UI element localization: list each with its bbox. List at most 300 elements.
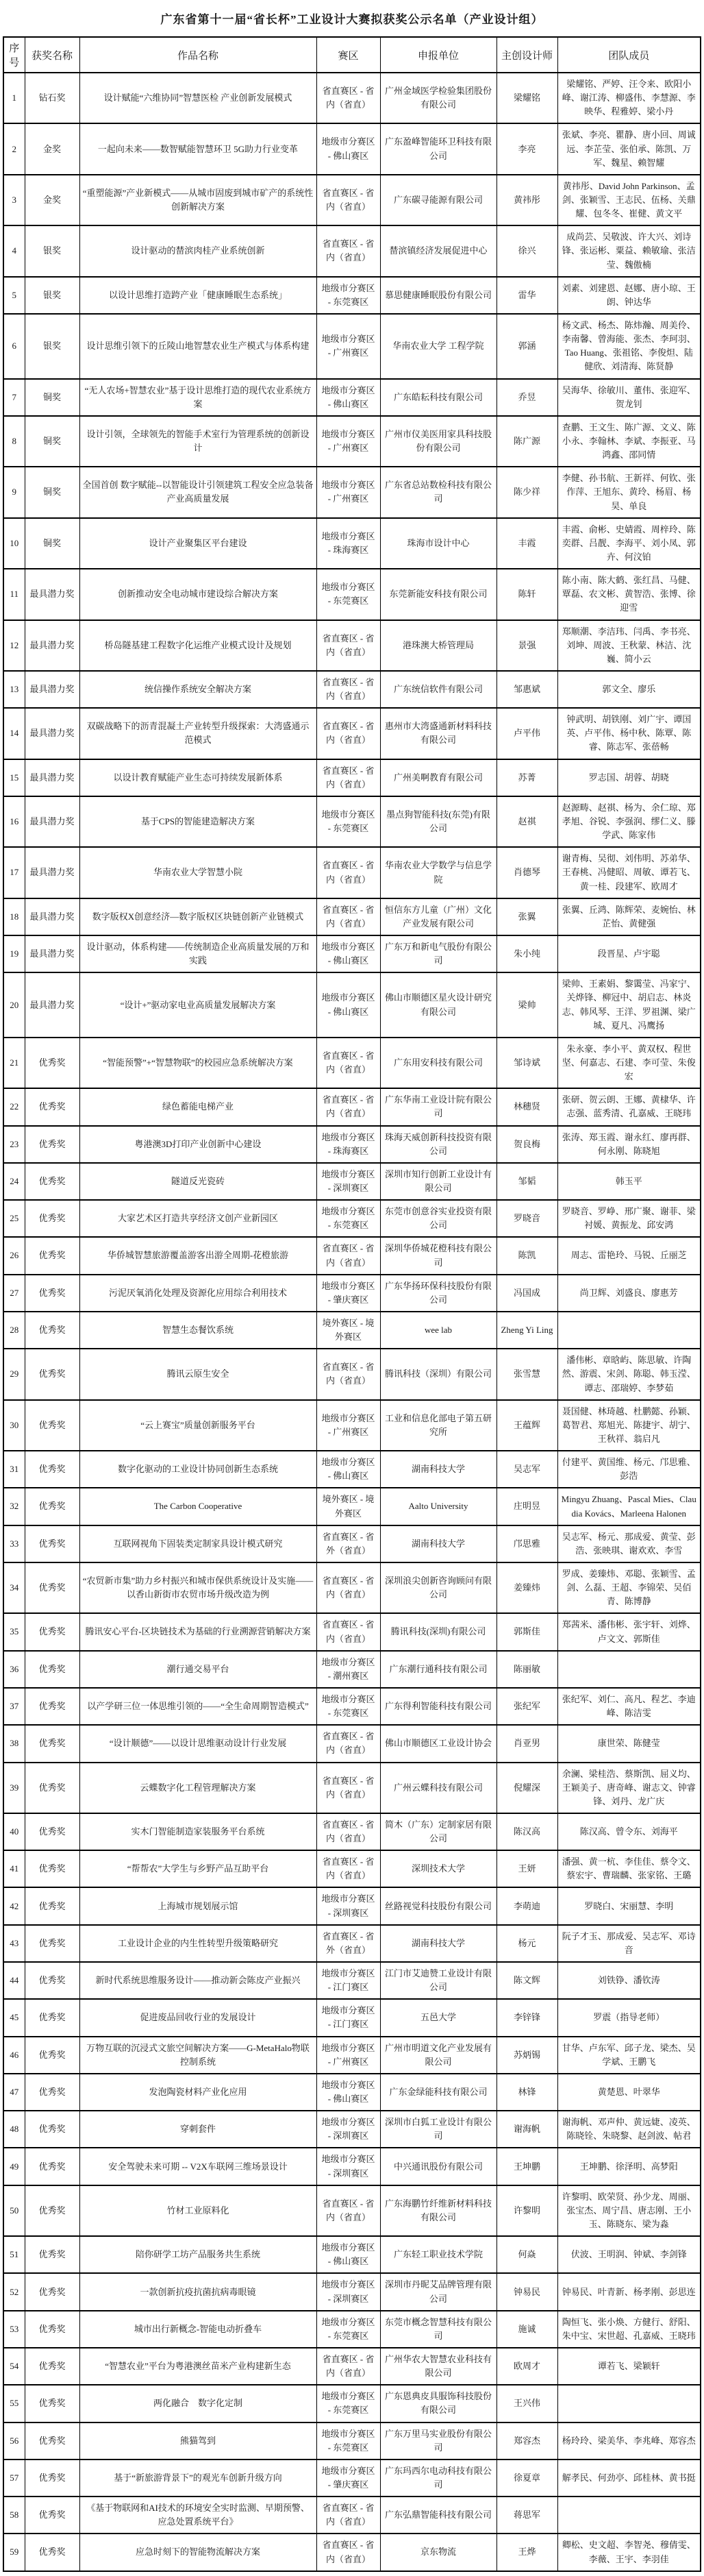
cell-team: 罗晓音、罗峥、邢广聚、谢菲、梁衬媛、黄振龙、邱安鸿 — [557, 1200, 701, 1237]
cell-designer: 张纪军 — [496, 1688, 557, 1725]
table-body — [3, 73, 701, 2571]
cell-no: 20 — [3, 972, 25, 1038]
cell-work: 以产学研三位一体思维引领的——“全生命周期智造模式” — [79, 1688, 316, 1725]
cell-award: 最具潜力奖 — [25, 847, 79, 898]
cell-no: 51 — [3, 2236, 25, 2273]
cell-zone: 省直赛区 - 省内（省直） — [316, 1850, 380, 1887]
cell-unit: wee lab — [380, 1312, 496, 1349]
table-row — [3, 277, 701, 314]
cell-unit: 慕思健康睡眠股份有限公司 — [380, 277, 496, 314]
cell-team: 罗成、姜臻炜、邓聪、张颖雪、孟剑、么磊、王超、李锦荣、吴佰青、陈博静 — [557, 1562, 701, 1613]
cell-zone: 地级市分赛区 - 珠海赛区 — [316, 1126, 380, 1163]
table-row — [3, 379, 701, 416]
table-row — [3, 73, 701, 123]
cell-team: 卿松、史文超、李智尧、穆倩雯、李薇、王宇、李羽佳 — [557, 2534, 701, 2571]
table-row — [3, 1237, 701, 1274]
cell-zone: 地级市分赛区 - 佛山赛区 — [316, 972, 380, 1038]
cell-no: 6 — [3, 314, 25, 379]
cell-team: 李健、孙书航、王新祥、何钦、张作萍、王旭东、黄玲、杨眉、杨昊、单良 — [557, 467, 701, 517]
table-row — [3, 708, 701, 759]
cell-work: 设计思维引领下的丘陵山地智慧农业生产模式与体系构建 — [79, 314, 316, 379]
cell-award: 最具潜力奖 — [25, 898, 79, 935]
cell-award: 优秀奖 — [25, 1725, 79, 1762]
cell-award: 优秀奖 — [25, 1200, 79, 1237]
cell-no: 3 — [3, 175, 25, 225]
cell-award: 优秀奖 — [25, 2460, 79, 2497]
cell-work: 万物互联的沉浸式文旅空间解决方案——G-MetaHalo物联控制系统 — [79, 2037, 316, 2074]
cell-zone: 省直赛区 - 省内（省直） — [316, 1813, 380, 1850]
cell-unit: 广东碳寻能源有限公司 — [380, 175, 496, 225]
cell-award: 最具潜力奖 — [25, 708, 79, 759]
cell-work: 《基于物联网和AI技术的环境安全实时监测、早期预警、应急处置系统平台》 — [79, 2497, 316, 2534]
table-row — [3, 1887, 701, 1924]
cell-zone: 地级市分赛区 - 佛山赛区 — [316, 1451, 380, 1488]
cell-award: 优秀奖 — [25, 2311, 79, 2348]
cell-zone: 省直赛区 - 省内（省直） — [316, 759, 380, 796]
cell-designer: 贺良梅 — [496, 1126, 557, 1163]
cell-team: 成尚芸、吴敬波、许大兴、刘诗锋、张运彬、粟益、赖敏瑜、张洁莹、魏傲楠 — [557, 225, 701, 276]
cell-no: 56 — [3, 2422, 25, 2460]
cell-zone: 省直赛区 - 省内（省直） — [316, 1725, 380, 1762]
cell-designer: 邝思雅 — [496, 1525, 557, 1562]
cell-unit: 工业和信息化部电子第五研究所 — [380, 1400, 496, 1451]
cell-zone: 省直赛区 - 省内（省直） — [316, 620, 380, 671]
cell-award: 优秀奖 — [25, 1688, 79, 1725]
cell-no: 22 — [3, 1088, 25, 1125]
cell-no: 46 — [3, 2037, 25, 2074]
cell-zone: 地级市分赛区 - 东莞赛区 — [316, 1688, 380, 1725]
cell-team: 韩玉平 — [557, 1163, 701, 1200]
cell-designer: 苏菁 — [496, 759, 557, 796]
cell-work: 安全驾驶未来可期 -- V2X车联网三维场景设计 — [79, 2148, 316, 2185]
table-row — [3, 1613, 701, 1650]
cell-work: 大家艺术区打造共享经济文创产业新园区 — [79, 1200, 316, 1237]
table-row — [3, 1349, 701, 1399]
cell-award: 优秀奖 — [25, 2074, 79, 2111]
cell-award: 优秀奖 — [25, 1813, 79, 1850]
cell-designer: 王兴伟 — [496, 2385, 557, 2422]
cell-zone: 地级市分赛区 - 珠海赛区 — [316, 518, 380, 569]
cell-award: 优秀奖 — [25, 1488, 79, 1525]
cell-designer: 姜臻炜 — [496, 1562, 557, 1613]
cell-work: “智能预警”+“智慧物联”的校园应急系统解决方案 — [79, 1038, 316, 1088]
cell-zone: 省直赛区 - 省内（省直） — [316, 898, 380, 935]
cell-unit: 深圳市白狐工业设计有限公司 — [380, 2111, 496, 2148]
cell-award: 优秀奖 — [25, 1163, 79, 1200]
cell-zone: 省直赛区 - 省外（省直） — [316, 1525, 380, 1562]
cell-designer: 冯国成 — [496, 1275, 557, 1312]
cell-team: 潘伟彬、章晗屿、陈思敏、许陶然、游震、宋剑、陈聪、韩玉滢、谭志、邵瑞婷、李梦茹 — [557, 1349, 701, 1399]
cell-designer: 王坤鹏 — [496, 2148, 557, 2185]
cell-work: 全国首创 数字赋能--以智能设计引领建筑工程安全应急装备产业高质量发展 — [79, 467, 316, 517]
cell-award: 铜奖 — [25, 416, 79, 467]
cell-team: 梁耀铭、严婷、汪令来、欧阳小峰、谢江涛、柳盛伟、李慧源、李映华、程雅婷、梁小丹 — [557, 73, 701, 123]
cell-team: 付建平、黄国维、杨元、邝思雅、彭浩 — [557, 1451, 701, 1488]
cell-designer: 林锋 — [496, 2074, 557, 2111]
cell-zone: 省直赛区 - 省外（省直） — [316, 1925, 380, 1962]
cell-zone: 省直赛区 - 省内（省直） — [316, 1088, 380, 1125]
cell-award: 优秀奖 — [25, 1349, 79, 1399]
cell-designer: 苏炳锡 — [496, 2037, 557, 2074]
table-row — [3, 1725, 701, 1762]
cell-work: 设计驱动，体系构建——传统制造企业高质量发展的万和实践 — [79, 935, 316, 972]
cell-designer: 陈文辉 — [496, 1962, 557, 1999]
cell-unit: 深圳市丹昵艾品牌管理有限公司 — [380, 2273, 496, 2310]
cell-zone: 地级市分赛区 - 深圳赛区 — [316, 2273, 380, 2310]
cell-zone: 地级市分赛区 - 东莞赛区 — [316, 2311, 380, 2348]
cell-zone: 地级市分赛区 - 江门赛区 — [316, 1962, 380, 1999]
cell-work: 城市出行新概念-智能电动折叠车 — [79, 2311, 316, 2348]
cell-unit: 恒信东方儿童（广州）文化产业发展有限公司 — [380, 898, 496, 935]
cell-designer: 徐夏章 — [496, 2460, 557, 2497]
cell-designer: 邹惠斌 — [496, 671, 557, 708]
cell-zone: 地级市分赛区 - 广州赛区 — [316, 1400, 380, 1451]
cell-no: 18 — [3, 898, 25, 935]
cell-unit: 腾讯科技（深圳）有限公司 — [380, 1349, 496, 1399]
cell-award: 优秀奖 — [25, 1400, 79, 1451]
cell-designer: 邹韬 — [496, 1163, 557, 1200]
cell-team: 黄楚恩、叶翠华 — [557, 2074, 701, 2111]
cell-team — [557, 2497, 701, 2534]
page-title: 广东省第十一届“省长杯”工业设计大赛拟获奖公示名单（产业设计组） — [160, 13, 544, 26]
table-row — [3, 314, 701, 379]
cell-no: 17 — [3, 847, 25, 898]
cell-unit: 丝路视觉科技股份有限公司 — [380, 1887, 496, 1924]
cell-team: 余澜、梁桂浩、蔡斯凯、屈义均、王颖美子、唐奇峰、谢志文、钟睿锋、刘丹、龙广庆 — [557, 1763, 701, 1813]
cell-designer: 陈轩 — [496, 569, 557, 620]
cell-unit: 广州市明道文化产业发展有限公司 — [380, 2037, 496, 2074]
cell-team: 谭若飞、梁颖轩 — [557, 2348, 701, 2385]
cell-award: 优秀奖 — [25, 2111, 79, 2148]
cell-zone: 地级市分赛区 - 肇庆赛区 — [316, 1275, 380, 1312]
table-row — [3, 467, 701, 517]
cell-zone: 地级市分赛区 - 深圳赛区 — [316, 1163, 380, 1200]
cell-zone: 省直赛区 - 省内（省直） — [316, 671, 380, 708]
table-row — [3, 1813, 701, 1850]
cell-team: 杨文武、杨杰、陈炜瀚、周美伶、李南馨、曾海能、张杰、李珂羽、Tao Huang、张祖铭、李俊炟、陆健欣、刘清海、陈贤静 — [557, 314, 701, 379]
cell-work: 以设计思维打造跨产业「健康睡眠生态系统」 — [79, 277, 316, 314]
cell-zone: 省直赛区 - 省内（省直） — [316, 2185, 380, 2236]
cell-zone: 地级市分赛区 - 潮州赛区 — [316, 1651, 380, 1688]
cell-zone: 地级市分赛区 - 佛山赛区 — [316, 123, 380, 174]
cell-award: 最具潜力奖 — [25, 935, 79, 972]
cell-no: 15 — [3, 759, 25, 796]
cell-zone: 地级市分赛区 - 佛山赛区 — [316, 379, 380, 416]
table-row — [3, 2074, 701, 2111]
cell-zone: 地级市分赛区 - 广州赛区 — [316, 314, 380, 379]
cell-work: 绿色蓄能电梯产业 — [79, 1088, 316, 1125]
cell-team: 罗震（指导老师） — [557, 1999, 701, 2036]
cell-unit: 广东万和新电气股份有限公司 — [380, 935, 496, 972]
cell-no: 57 — [3, 2460, 25, 2497]
cell-no: 8 — [3, 416, 25, 467]
table-row — [3, 620, 701, 671]
cell-zone: 地级市分赛区 - 东莞赛区 — [316, 1200, 380, 1237]
cell-work: “设计顺德”——以设计思维驱动设计行业发展 — [79, 1725, 316, 1762]
table-row — [3, 518, 701, 569]
cell-team: 罗晓白、宋丽慧、李明 — [557, 1887, 701, 1924]
cell-unit: 东莞市概念智慧科技有限公司 — [380, 2311, 496, 2348]
cell-no: 44 — [3, 1962, 25, 1999]
cell-zone: 地级市分赛区 - 深圳赛区 — [316, 1887, 380, 1924]
cell-unit: 深圳市知行创新工业设计有限公司 — [380, 1163, 496, 1200]
cell-work: 智慧生态餐饮系统 — [79, 1312, 316, 1349]
table-row — [3, 416, 701, 467]
table-row — [3, 1651, 701, 1688]
cell-work: 穿刺套件 — [79, 2111, 316, 2148]
cell-no: 42 — [3, 1887, 25, 1924]
table-row — [3, 2534, 701, 2571]
table-header — [3, 37, 701, 73]
table-row — [3, 1763, 701, 1813]
cell-designer: 钟易民 — [496, 2273, 557, 2310]
awards-table — [3, 36, 701, 2572]
cell-team: 杨玲玲、梁美华、李兆峰、郑容杰 — [557, 2422, 701, 2460]
cell-designer: 王烨 — [496, 2534, 557, 2571]
cell-designer: 卢平伟 — [496, 708, 557, 759]
table-row — [3, 972, 701, 1038]
cell-team: 查鹏、王文生、陈广源、文义、陈小永、李翰林、李斌、李振亚、马鸿鑫、邵同情 — [557, 416, 701, 467]
cell-work: 隧道反光瓷砖 — [79, 1163, 316, 1200]
cell-no: 4 — [3, 225, 25, 276]
header-unit: 申报单位 — [380, 37, 496, 73]
table-row — [3, 1850, 701, 1887]
cell-no: 35 — [3, 1613, 25, 1650]
cell-zone: 地级市分赛区 - 东莞赛区 — [316, 2422, 380, 2460]
cell-designer: 许黎明 — [496, 2185, 557, 2236]
cell-designer: 庄明昱 — [496, 1488, 557, 1525]
table-row — [3, 1962, 701, 1999]
cell-unit: 华南农业大学数学与信息学院 — [380, 847, 496, 898]
cell-zone: 地级市分赛区 - 深圳赛区 — [316, 2111, 380, 2148]
table-row — [3, 1925, 701, 1962]
cell-unit: 佛山市顺德区工业设计协会 — [380, 1725, 496, 1762]
cell-work: 上海城市规划展示馆 — [79, 1887, 316, 1924]
cell-no: 34 — [3, 1562, 25, 1613]
cell-award: 银奖 — [25, 225, 79, 276]
cell-zone: 地级市分赛区 - 肇庆赛区 — [316, 2460, 380, 2497]
cell-unit: 广东轻工职业技术学院 — [380, 2236, 496, 2273]
cell-unit: 京东物流 — [380, 2534, 496, 2571]
cell-designer: 肖德琴 — [496, 847, 557, 898]
cell-no: 13 — [3, 671, 25, 708]
cell-unit: 广东潮行通科技有限公司 — [380, 1651, 496, 1688]
cell-team: 尚卫辉、刘盛良、廖惠芳 — [557, 1275, 701, 1312]
cell-designer: 雷华 — [496, 277, 557, 314]
cell-work: 竹材工业原料化 — [79, 2185, 316, 2236]
table-row — [3, 2185, 701, 2236]
cell-work: 新时代系统思维服务设计——推动新会陈皮产业振兴 — [79, 1962, 316, 1999]
cell-designer: 陈凯 — [496, 1237, 557, 1274]
cell-zone: 地级市分赛区 - 广州赛区 — [316, 2037, 380, 2074]
cell-no: 40 — [3, 1813, 25, 1850]
cell-designer: 倪耀深 — [496, 1763, 557, 1813]
cell-work: 设计赋能“六维协同”智慧医检 产业创新发展模式 — [79, 73, 316, 123]
cell-designer: 陈汉高 — [496, 1813, 557, 1850]
cell-team — [557, 1312, 701, 1349]
cell-team: 赵源畴、赵祺、杨为、余仁琼、郑孝旭、谷锐、李强润、缪仁义、滕学武、陈家伟 — [557, 796, 701, 847]
cell-designer: 陈少祥 — [496, 467, 557, 517]
table-row — [3, 2385, 701, 2422]
cell-award: 优秀奖 — [25, 1562, 79, 1613]
cell-unit: 深圳浪尖创新咨询顾问有限公司 — [380, 1562, 496, 1613]
cell-no: 38 — [3, 1725, 25, 1762]
cell-unit: 港珠澳大桥管理局 — [380, 620, 496, 671]
cell-no: 45 — [3, 1999, 25, 2036]
cell-award: 优秀奖 — [25, 2236, 79, 2273]
cell-unit: 珠海市设计中心 — [380, 518, 496, 569]
cell-award: 优秀奖 — [25, 1525, 79, 1562]
cell-zone: 地级市分赛区 - 佛山赛区 — [316, 2236, 380, 2273]
cell-award: 优秀奖 — [25, 1962, 79, 1999]
cell-unit: 腾讯科技(深圳)有限公司 — [380, 1613, 496, 1650]
cell-no: 5 — [3, 277, 25, 314]
cell-zone: 地级市分赛区 - 东莞赛区 — [316, 796, 380, 847]
cell-no: 9 — [3, 467, 25, 517]
cell-work: 潮行通交易平台 — [79, 1651, 316, 1688]
cell-zone: 省直赛区 - 省内（省直） — [316, 1038, 380, 1088]
cell-work: 设计产业聚集区平台建设 — [79, 518, 316, 569]
table-row — [3, 898, 701, 935]
table-row — [3, 2422, 701, 2460]
cell-zone: 省直赛区 - 省内（省直） — [316, 847, 380, 898]
cell-unit: 广东万里马实业股份有限公司 — [380, 2422, 496, 2460]
table-row — [3, 2348, 701, 2385]
cell-team: 聂国健、林琦越、杜鹏懿、孙颖、葛智君、郑旭光、陈捷宇、胡宁、王秋祥、翁启凡 — [557, 1400, 701, 1451]
cell-no: 19 — [3, 935, 25, 972]
cell-work: 双碳战略下的沥青混凝土产业转型升级探索：大湾盛通示范模式 — [79, 708, 316, 759]
cell-team: 张纪军、刘仁、高凡、程艺、李迪峰、陈洁雯 — [557, 1688, 701, 1725]
cell-work: 两化融合 数字化定制 — [79, 2385, 316, 2422]
cell-award: 优秀奖 — [25, 2422, 79, 2460]
cell-unit: 华南农业大学 工程学院 — [380, 314, 496, 379]
cell-team: 吴志军、杨元、那成爱、黄莹、彭浩、张映琪、谢欢欢、李雪 — [557, 1525, 701, 1562]
cell-zone: 地级市分赛区 - 江门赛区 — [316, 1999, 380, 2036]
cell-unit: 湖南科技大学 — [380, 1451, 496, 1488]
table-row — [3, 1275, 701, 1312]
cell-team: 段晋星、卢宇聪 — [557, 935, 701, 972]
cell-award: 优秀奖 — [25, 1999, 79, 2036]
table-row — [3, 1688, 701, 1725]
cell-zone: 地级市分赛区 - 东莞赛区 — [316, 2385, 380, 2422]
cell-work: “无人农场+智慧农业”基于设计思维打造的现代农业系统方案 — [79, 379, 316, 416]
cell-team: 钟武明、胡铁刚、刘广宇、谭国英、卢平伟、杨中秋、陈覃、陈睿、陈志军、张蓓畅 — [557, 708, 701, 759]
cell-team: 陶恒飞、张小焕、方健行、舒阳、朱中宝、宋世超、孔嘉威、王晓玮 — [557, 2311, 701, 2348]
table-row — [3, 2273, 701, 2310]
cell-team: 陈小南、陈大鹤、张红昌、马健、覃磊、农文彬、黄智浩、张博、徐迎雪 — [557, 569, 701, 620]
table-row — [3, 671, 701, 708]
cell-zone: 省直赛区 - 省内（省直） — [316, 1613, 380, 1650]
cell-unit: 墨点狗智能科技(东莞)有限公司 — [380, 796, 496, 847]
cell-work: 创新推动安全电动城市建设综合解决方案 — [79, 569, 316, 620]
cell-award: 铜奖 — [25, 467, 79, 517]
cell-zone: 境外赛区 - 境外赛区 — [316, 1312, 380, 1349]
cell-no: 26 — [3, 1237, 25, 1274]
header-zone: 赛区 — [316, 37, 380, 73]
cell-team: 刘铁铮、潘钦涛 — [557, 1962, 701, 1999]
cell-work: The Carbon Cooperative — [79, 1488, 316, 1525]
cell-zone: 地级市分赛区 - 深圳赛区 — [316, 2148, 380, 2185]
cell-team: 谢海帆、邓声仲、黄远婕、凌英、陈晓铨、朱晓黎、赵剑波、帖君 — [557, 2111, 701, 2148]
cell-award: 优秀奖 — [25, 2185, 79, 2236]
cell-unit: 广东省总站数检科技有限公司 — [380, 467, 496, 517]
cell-work: 数字化驱动的工业设计协同创新生态系统 — [79, 1451, 316, 1488]
cell-designer: Zheng Yi Ling — [496, 1312, 557, 1349]
cell-award: 银奖 — [25, 314, 79, 379]
cell-designer: 赵祺 — [496, 796, 557, 847]
table-row — [3, 2037, 701, 2074]
cell-unit: 深圳技术大学 — [380, 1850, 496, 1887]
cell-unit: 广州云蝶科技有限公司 — [380, 1763, 496, 1813]
table-row — [3, 1488, 701, 1525]
cell-designer: 梁帅 — [496, 972, 557, 1038]
cell-unit: 广东海鹏竹纤维新材料科技有限公司 — [380, 2185, 496, 2236]
cell-zone: 地级市分赛区 - 广州赛区 — [316, 467, 380, 517]
cell-team: 张斌、李亮、瞿静、唐小回、周诚远、李芷莹、张伯承、陈凯、万军、魏星、赖智耀 — [557, 123, 701, 174]
cell-work: 设计驱动的榃滨肉桂产业系统创新 — [79, 225, 316, 276]
cell-award: 金奖 — [25, 123, 79, 174]
cell-award: 最具潜力奖 — [25, 759, 79, 796]
cell-designer: 丰霞 — [496, 518, 557, 569]
header-row — [3, 37, 701, 73]
cell-work: 设计引领，全球领先的智能手术室行为管理系统的创新设计 — [79, 416, 316, 467]
table-row — [3, 175, 701, 225]
cell-team: 郑顺潮、李洁玮、闫禹、李书亮、刘坤、周波、王秋蒙、林洁、沈巍、简小云 — [557, 620, 701, 671]
cell-team: 梁帅、王素娟、黎霭莹、冯家宁、关烨锋、柳冠中、胡启志、林炎志、韩风琴、王洋、罗祖渊、梁广城、夏凡、冯鹰扬 — [557, 972, 701, 1038]
cell-zone: 地级市分赛区 - 佛山赛区 — [316, 2074, 380, 2111]
cell-unit: 广州金域医学检验集团股份有限公司 — [380, 73, 496, 123]
cell-unit: 广东用安科技有限公司 — [380, 1038, 496, 1088]
cell-award: 优秀奖 — [25, 1275, 79, 1312]
cell-no: 32 — [3, 1488, 25, 1525]
cell-no: 54 — [3, 2348, 25, 2385]
table-row — [3, 1400, 701, 1451]
table-row — [3, 1999, 701, 2036]
cell-designer: 谢海帆 — [496, 2111, 557, 2148]
table-row — [3, 1038, 701, 1088]
cell-award: 最具潜力奖 — [25, 972, 79, 1038]
cell-no: 29 — [3, 1349, 25, 1399]
table-row — [3, 1163, 701, 1200]
cell-work: 发泡陶瓷材料产业化应用 — [79, 2074, 316, 2111]
cell-team: 康世荣、陈健莹 — [557, 1725, 701, 1762]
cell-award: 最具潜力奖 — [25, 569, 79, 620]
cell-team: 张翼、丘鸿、陈辉荣、麦婉怡、林芷怡、黄健强 — [557, 898, 701, 935]
cell-zone: 省直赛区 - 省内（省直） — [316, 73, 380, 123]
cell-no: 10 — [3, 518, 25, 569]
cell-unit: 广州华农大智慧农业科技有限公司 — [380, 2348, 496, 2385]
cell-zone: 地级市分赛区 - 广州赛区 — [316, 416, 380, 467]
table-row — [3, 123, 701, 174]
cell-designer: 何焱 — [496, 2236, 557, 2273]
cell-team: 许黎明、欧荣贤、孙少龙、周丽、张宝杰、周宁昌、唐志刚、王小玉、陈晓东、梁为淼 — [557, 2185, 701, 2236]
cell-team: 解孝民、何劲亭、邱桂林、黄书挺 — [557, 2460, 701, 2497]
cell-award: 优秀奖 — [25, 1850, 79, 1887]
cell-zone: 境外赛区 - 境外赛区 — [316, 1488, 380, 1525]
cell-work: 熊猫驾到 — [79, 2422, 316, 2460]
cell-zone: 省直赛区 - 省内（省直） — [316, 1562, 380, 1613]
header-work: 作品名称 — [79, 37, 316, 73]
cell-team: 张研、贺云朗、王娜、黄棣华、许志强、蓝秀清、孔嘉威、王晓玮 — [557, 1088, 701, 1125]
cell-team: 潘强、黄一杭、李佳佳、蔡令文、蔡宏宇、曹瑞麟、张家铭、王璐 — [557, 1850, 701, 1887]
table-row — [3, 847, 701, 898]
cell-work: “农贸新市集”助力乡村振兴和城市保供系统设计及实施——以香山新街市农贸市场升级改造为例 — [79, 1562, 316, 1613]
cell-award: 优秀奖 — [25, 2534, 79, 2571]
cell-work: “设计+”驱动家电业高质量发展解决方案 — [79, 972, 316, 1038]
cell-work: 一起向未来——数智赋能智慧环卫 5G助力行业变革 — [79, 123, 316, 174]
cell-work: 统信操作系统安全解决方案 — [79, 671, 316, 708]
cell-no: 33 — [3, 1525, 25, 1562]
